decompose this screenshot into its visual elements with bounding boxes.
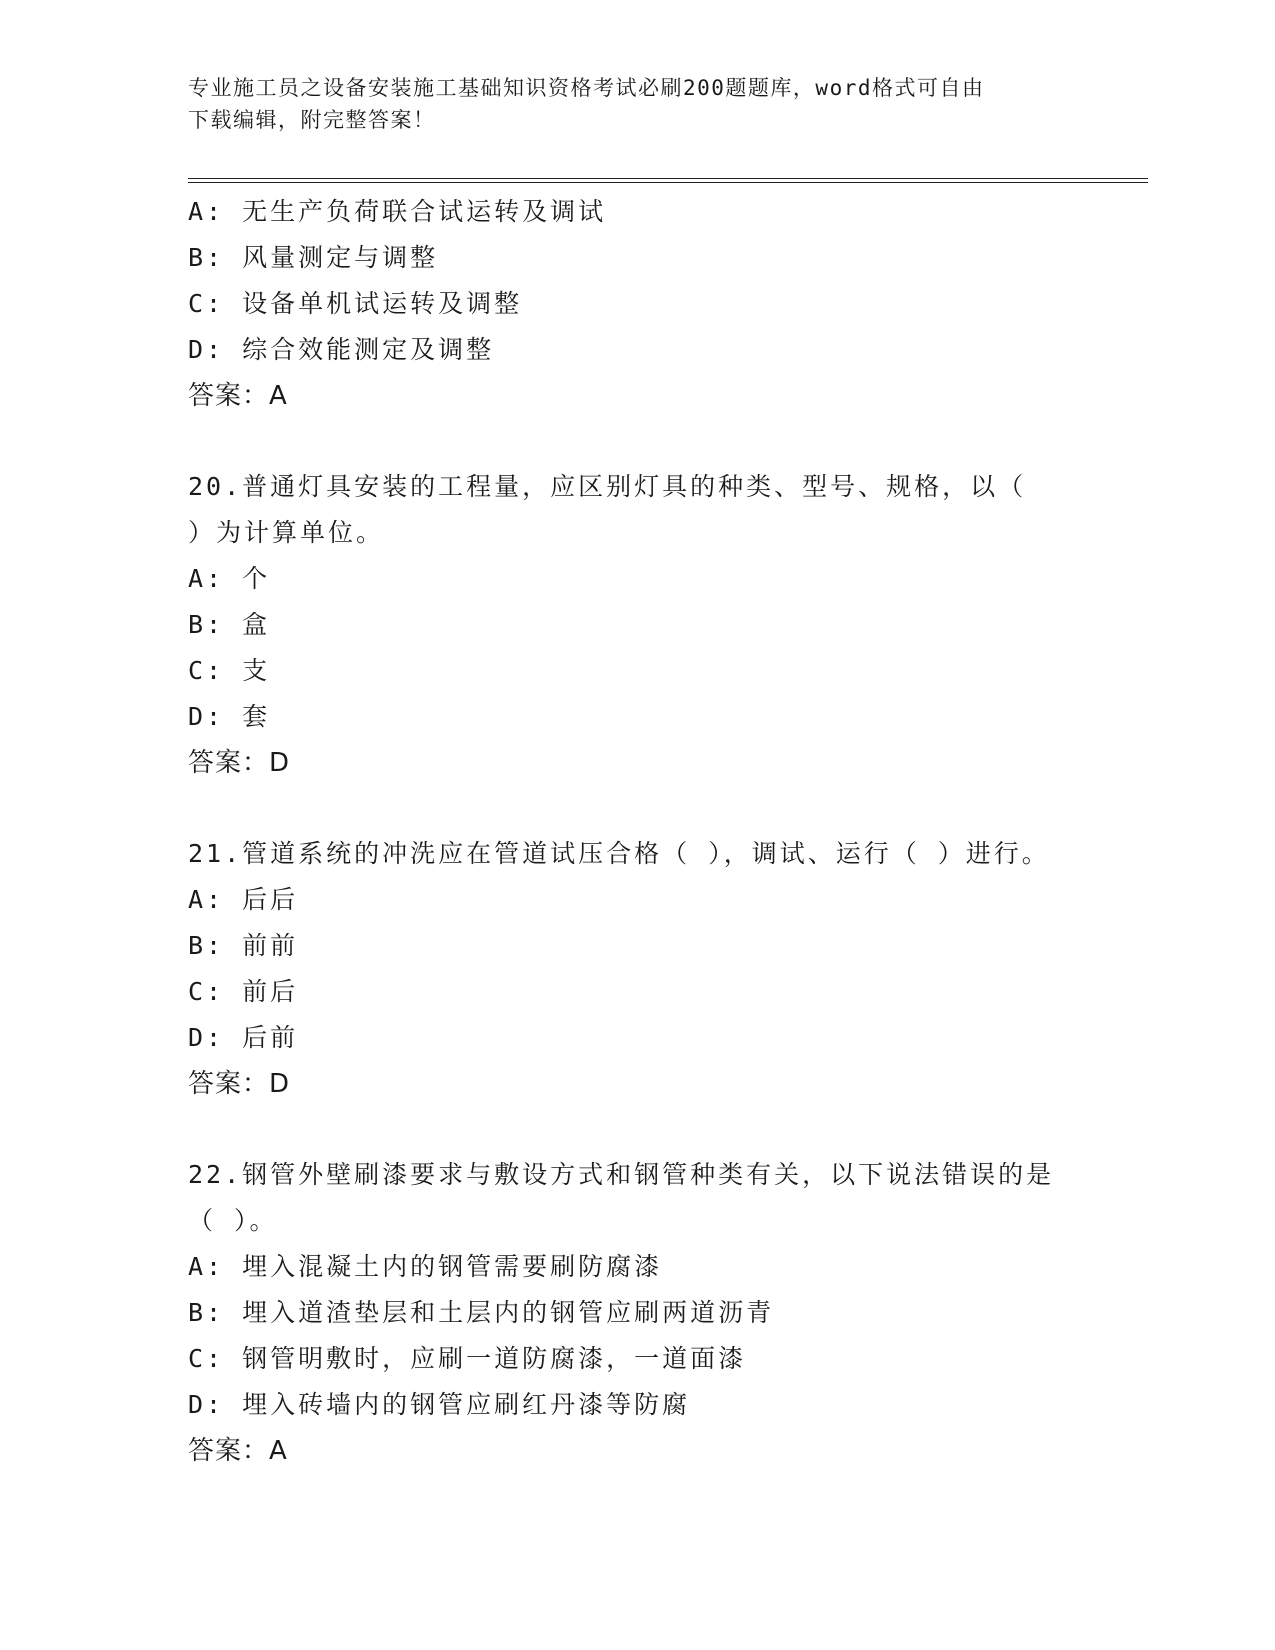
option-b: B: 埋入道渣垫层和土层内的钢管应刷两道沥青 (188, 1298, 775, 1327)
answer-line: 答案：D (188, 1069, 291, 1099)
header-line-2: 下载编辑，附完整答案！ (188, 108, 436, 132)
option-b: B: 前前 (188, 931, 299, 960)
option-c: C: 钢管明敷时，应刷一道防腐漆，一道面漆 (188, 1344, 747, 1373)
spacer (188, 786, 1088, 831)
question-block-21 (188, 831, 1088, 1107)
question-block-22 (188, 1152, 1088, 1474)
option-d: D: 埋入砖墙内的钢管应刷红丹漆等防腐 (188, 1390, 691, 1419)
spacer (188, 1107, 1088, 1152)
question-block-19 (188, 189, 1088, 419)
option-a: A: 个 (188, 564, 271, 593)
option-c: C: 支 (188, 656, 271, 685)
option-c: C: 前后 (188, 977, 299, 1006)
answer-line: 答案：A (188, 1436, 288, 1466)
document-header (188, 72, 1088, 136)
answer-line: 答案：D (188, 748, 291, 778)
question-text-line-2: ）为计算单位。 (188, 518, 385, 547)
question-text-line-1: 21.管道系统的冲洗应在管道试压合格（ ），调试、运行（ ）进行。 (188, 839, 1050, 868)
header-divider-bottom (188, 182, 1148, 183)
spacer (188, 419, 1088, 464)
question-text-line-1: 22.钢管外壁刷漆要求与敷设方式和钢管种类有关，以下说法错误的是 (188, 1160, 1055, 1189)
option-c: C: 设备单机试运转及调整 (188, 289, 523, 318)
option-a: A: 无生产负荷联合试运转及调试 (188, 197, 607, 226)
option-d: D: 套 (188, 702, 271, 731)
question-text-line-2: （ ）。 (188, 1206, 278, 1235)
option-a: A: 埋入混凝土内的钢管需要刷防腐漆 (188, 1252, 663, 1281)
option-d: D: 综合效能测定及调整 (188, 335, 495, 364)
option-a: A: 后后 (188, 885, 299, 914)
option-b: B: 风量测定与调整 (188, 243, 439, 272)
question-list (188, 189, 1088, 1474)
header-divider-top (188, 178, 1148, 179)
option-d: D: 后前 (188, 1023, 299, 1052)
question-text-line-1: 20.普通灯具安装的工程量，应区别灯具的种类、型号、规格，以（ (188, 472, 1027, 501)
header-line-1: 专业施工员之设备安装施工基础知识资格考试必刷200题题库，word格式可自由 (188, 76, 985, 100)
option-b: B: 盒 (188, 610, 271, 639)
answer-line: 答案：A (188, 381, 288, 411)
question-block-20 (188, 464, 1088, 786)
